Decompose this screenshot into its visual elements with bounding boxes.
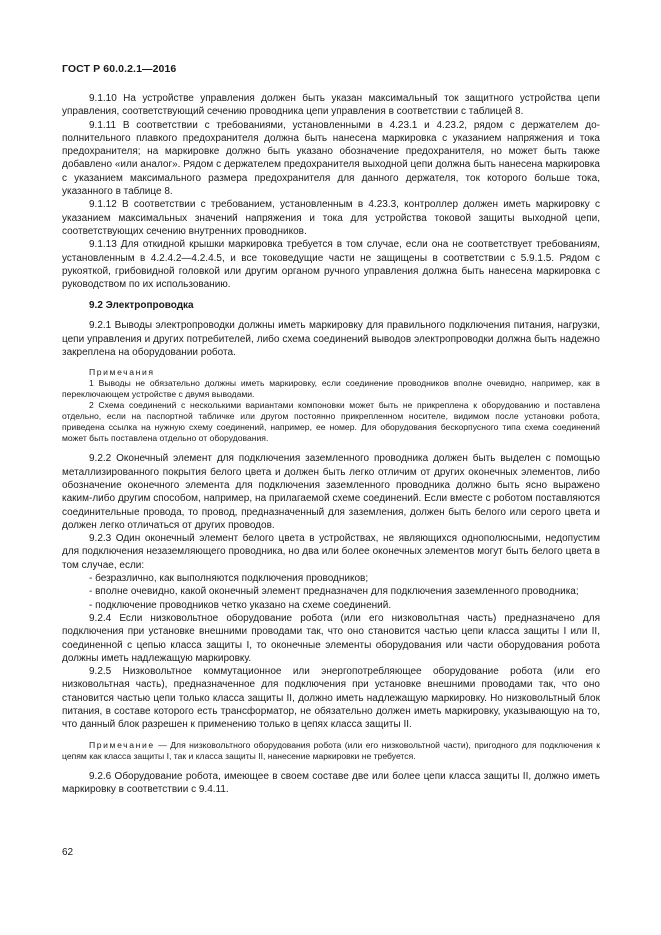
page-number: 62 — [62, 847, 74, 858]
paragraph-9-1-10: 9.1.10 На устройстве управления должен быть указан максимальный ток защитного устройства цепи управления, соответствующий сечению проводника цепи управления в соответствии с таблицей 8. — [62, 93, 600, 118]
note-2: 2 Схема соединений с несколькими вариантами компоновки может быть не прикреплена к оборудованию и поставлена отдельно, если на паспортной табличке или другом постоянно прикрепленном носителе, видимом после установки робота, приведена ссылка на нужную схему соединений, например, ее номер. Для оборудования бескорпусного типа схема соединений может быть поставлена отдельно от оборудования. — [62, 400, 600, 444]
paragraph-9-2-5: 9.2.5 Низковольтное коммутационное или энергопотребляющее оборудование робота (или его низковольтная часть), предназначенное для подключения при установке внешними проводами так, что оно становится частью цепи только класса защиты II, должно иметь надлежащую маркировку. Но низковольтный блок питания, в составе которого есть трансформатор, не обязательно должен иметь маркировку, указывающую на то, что данный блок разрешен к применению только в цепях класса защиты II. — [62, 666, 600, 731]
paragraph-9-2-3: 9.2.3 Один оконечный элемент белого цвета в устройствах, не являющихся однополюсными, недопустим для подключения незаземляющего проводника, но два или более оконечных элементов могут быть белого цвета в том случае, если: — [62, 533, 600, 571]
document-body — [62, 92, 600, 796]
list-item-1: - безразлично, как выполняются подключения проводников; — [89, 573, 369, 585]
document-code-header: ГОСТ Р 60.0.2.1—2016 — [62, 63, 177, 75]
spacer — [62, 762, 600, 770]
paragraph-9-2-2: 9.2.2 Оконечный элемент для подключения заземленного проводника должен быть выделен с помощью металлизированного покрытия белого цвета и должен быть легко отличим от других оконечных элементов, либо обозначение оконечного элемента для подключения заземленного проводника должно быть ясно выражено каким-либо другим способом, например, на прилагаемой схеме соединений. Если вместе с роботом поставляются соединительные провода, то провод, предназначенный для заземления, должен быть белого или серого цвета и должен легко отличаться от других проводов. — [62, 453, 600, 531]
section-title-9-2: 9.2 Электропроводка — [89, 300, 194, 312]
paragraph-9-2-6: 9.2.6 Оборудование робота, имеющее в своем составе две или более цепи класса защиты II, должно иметь маркировку в соответствии с 9.4.11. — [62, 770, 600, 795]
note-label: Примечание — [89, 739, 155, 750]
notes-title: Примечания — [89, 367, 155, 378]
note-1: 1 Выводы не обязательно должны иметь маркировку, если соединение проводников вполне очевидно, например, как в переключающем устройстве с двумя выводами. — [62, 378, 600, 400]
note-text: — Для низковольтного оборудования робота (или его низковольтной части), пригодного для подключения к цепям как класса защиты I, так и класса защиты II, нанесение маркировки не требуется. — [62, 739, 600, 761]
paragraph-9-1-11: 9.1.11 В соответствии с требованиями, установленными в 4.23.1 и 4.23.2, рядом с держателем дополнительного плавкого предохранителя должна быть нанесена маркировка с указанием напряжения и тока предохранителя; на маркировке должно быть указано обозначение предохранителя, но может быть также добавлено «или аналог». Рядом с держателем предохранителя выходной цепи должна быть нанесена маркировка с указанием максимального размера предохранителя для данного держателя, ток которого больше тока, указанного в таблице 8. — [62, 119, 600, 198]
spacer — [62, 732, 600, 740]
paragraph-9-2-4: 9.2.4 Если низковольтное оборудование робота (или его низковольтная часть) предназначено для подключения при установке внешними проводами так, что оно становится частью цепи класса защиты I или II, соединенной с цепью класса защиты I, то оконечные элементы оборудования или части оборудования робота должны иметь надлежащую маркировку. — [62, 612, 600, 664]
list-item-3: - подключение проводников четко указано на схеме соединений. — [89, 599, 392, 611]
paragraph-9-1-12: 9.1.12 В соответствии с требованием, установленным в 4.23.3, контроллер должен иметь маркировку с указанием максимальных значений напряжения и тока для устройства токовой защиты выходной цепи, соответствующих сечению внутренних проводников. — [62, 199, 600, 237]
paragraph-9-1-13: 9.1.13 Для откидной крышки маркировка требуется в том случае, если она не соответствует требованиям, установленным в 4.2.4.2—4.2.4.5, и все токоведущие части не защищены в соответствии с 5.9.1.5. Рядом с рукояткой, грибовидной головкой или другим органом ручного управления должна быть нанесена маркировка с руководством по их использованию. — [62, 239, 600, 291]
list-item-2: - вполне очевидно, какой оконечный элемент предназначен для подключения заземленного проводника; — [89, 586, 579, 598]
paragraph-9-2-1: 9.2.1 Выводы электропроводки должны иметь маркировку для правильного подключения питания, нагрузки, цепи управления и других потребителей, либо схема соединений выводов электропроводки должна быть надежно закреплена на оборудовании робота. — [62, 320, 600, 359]
note-single — [62, 740, 600, 762]
